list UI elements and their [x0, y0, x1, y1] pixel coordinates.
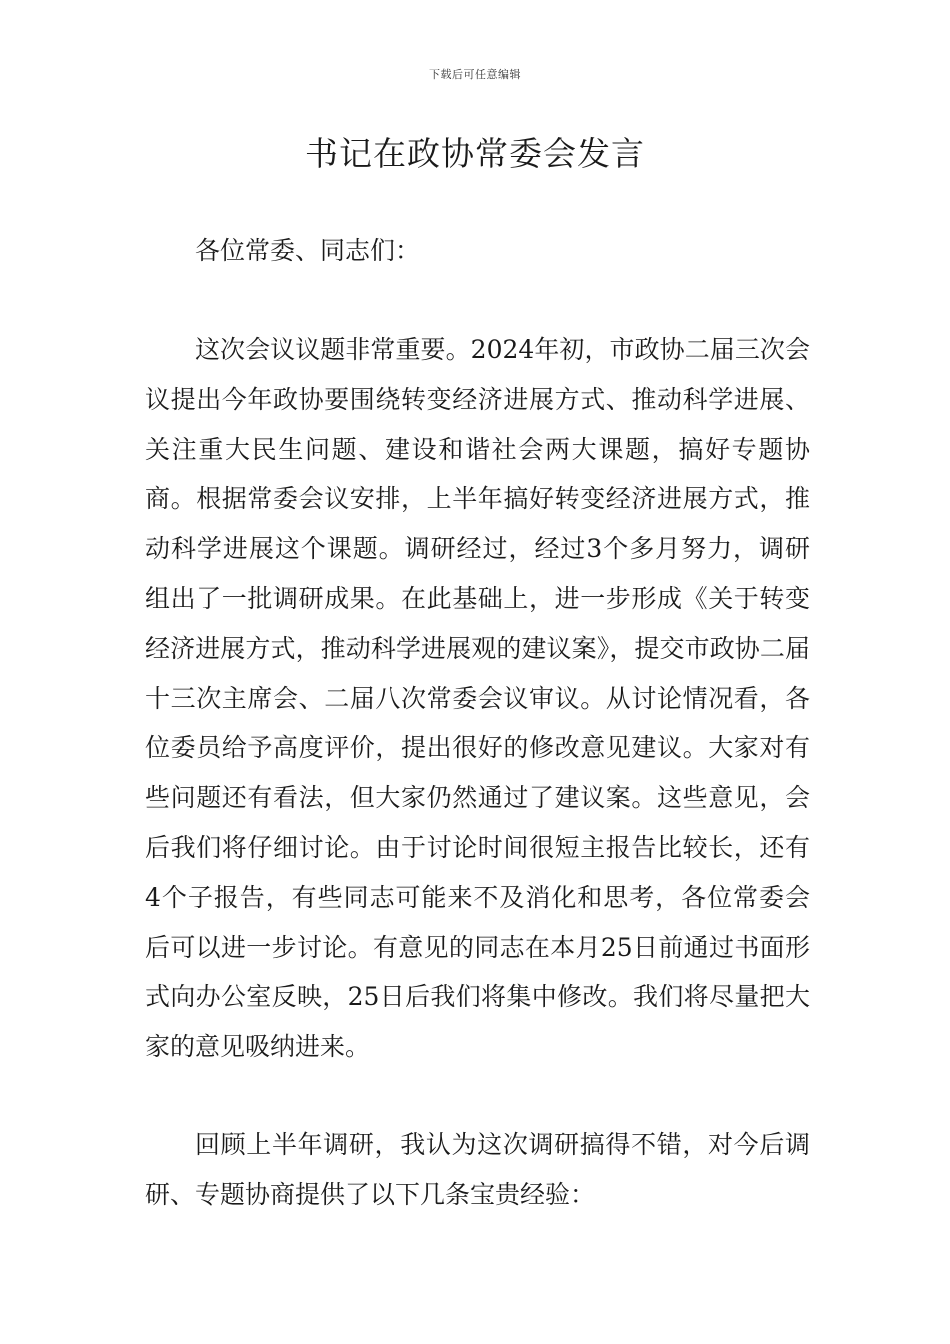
greeting: 各位常委、同志们： — [195, 236, 421, 265]
paragraph: 这次会议议题非常重要。2024年初，市政协二届三次会议提出今年政协要围绕转变经济进展方式、推动科学进展、关注重大民生问题、建设和谐社会两大课题，搞好专题协商。根据常委会议安排，上半年搞好转变经济进展方式，推动科学进展这个课题。调研经过，经过3个多月努力，调研组出了一批调研成果。在此基础上，进一步形成《关于转变经济进展方式，推动科学进展观的建议案》，提交市政协二届十三次主席会、二届八次常委会议审议。从讨论情况看，各位委员给予高度评价，提出很好的修改意见建议。大家对有些问题还有看法，但大家仍然通过了建议案。这些意见，会后我们将仔细讨论。由于讨论时间很短主报告比较长，还有4个子报告，有些同志可能来不及消化和思考，各位常委会后可以进一步讨论。有意见的同志在本月25日前通过书面形式向办公室反映，25日后我们将集中修改。我们将尽量把大家的意见吸纳进来。 — [145, 335, 810, 1062]
paragraph: 回顾上半年调研，我认为这次调研搞得不错，对今后调研、专题协商提供了以下几条宝贵经验： — [145, 1130, 810, 1209]
document-title: 书记在政协常委会发言 — [305, 134, 645, 173]
header-note: 下载后可任意编辑 — [429, 68, 521, 81]
